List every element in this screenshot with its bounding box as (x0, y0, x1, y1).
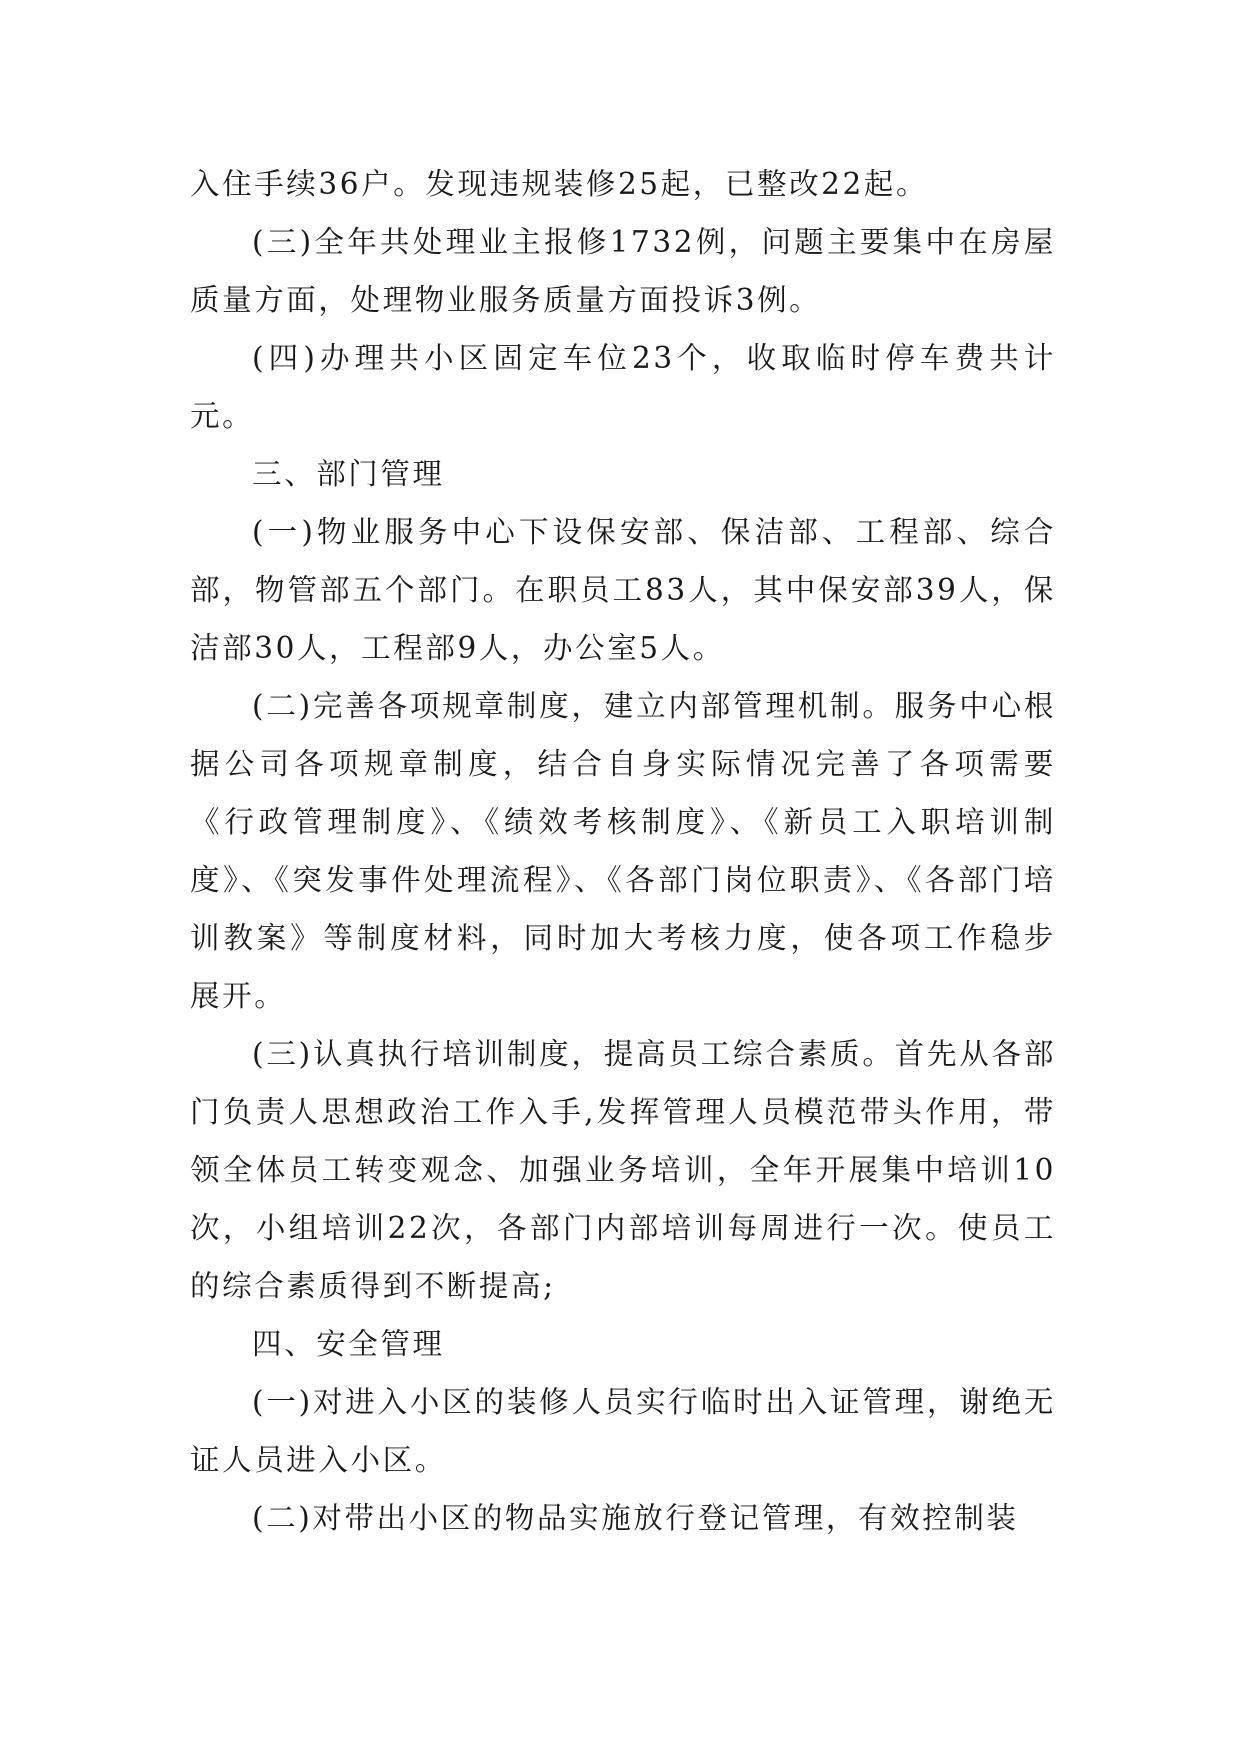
section-heading-safety-management: 四、安全管理 (252, 1327, 445, 1361)
paragraph-move-in-summary: 入住手续36户。发现违规装修25起，已整改22起。 (190, 167, 929, 201)
paragraph-regulations: (二)完善各项规章制度，建立内部管理机制。服务中心根据公司各项规章制度，结合自身实际情况完善了各项需要《行政管理制度》、《绩效考核制度》、《新员工入职培训制度》、《突发事件处理流程》、《各部门岗位职责》、《各部门培训教案》等制度材料，同时加大考核力度，使各项工作稳步展开。 (190, 689, 1056, 1013)
paragraph-parking: (四)办理共小区固定车位23个，收取临时停车费共计元。 (190, 341, 1056, 433)
document-body (190, 155, 1056, 1547)
paragraph-training: (三)认真执行培训制度，提高员工综合素质。首先从各部门负责人思想政治工作入手,发挥管理人员模范带头作用，带领全体员工转变观念、加强业务培训，全年开展集中培训10次，小组培训22次，各部门内部培训每周进行一次。使员工的综合素质得到不断提高; (190, 1037, 1056, 1303)
paragraph-repairs: (三)全年共处理业主报修1732例，问题主要集中在房屋质量方面，处理物业服务质量方面投诉3例。 (190, 225, 1056, 317)
paragraph-departments: (一)物业服务中心下设保安部、保洁部、工程部、综合部，物管部五个部门。在职员工83人，其中保安部39人，保洁部30人，工程部9人，办公室5人。 (190, 515, 1056, 665)
paragraph-entry-permits: (一)对进入小区的装修人员实行临时出入证管理，谢绝无证人员进入小区。 (190, 1385, 1056, 1477)
paragraph-item-release: (二)对带出小区的物品实施放行登记管理，有效控制装 (252, 1501, 1019, 1535)
section-heading-department-management: 三、部门管理 (252, 457, 445, 491)
